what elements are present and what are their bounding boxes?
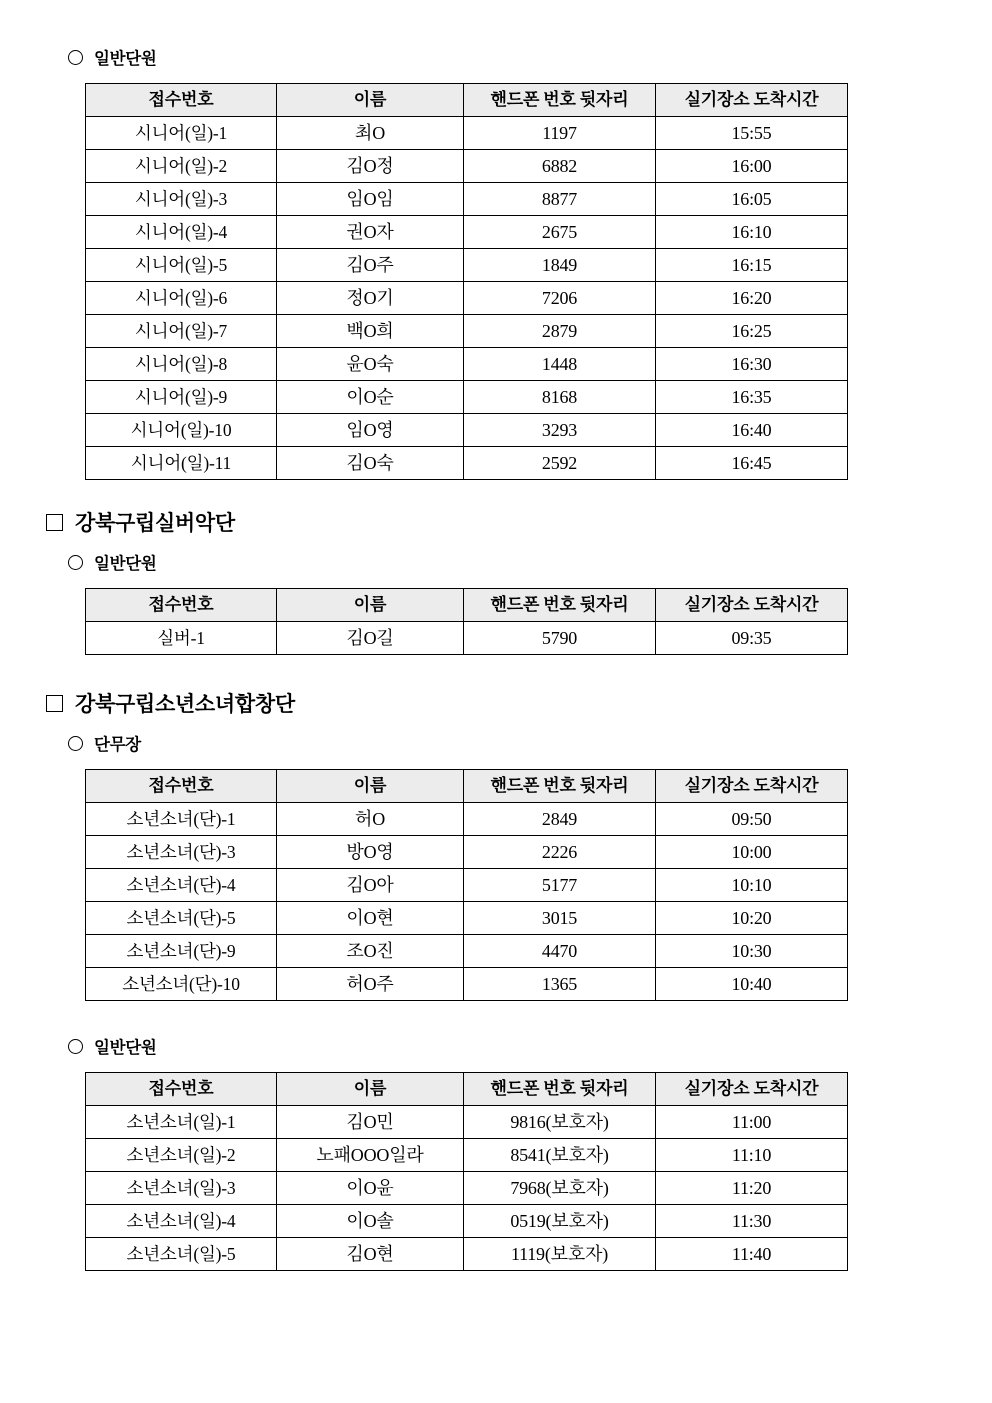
column-header-name: 이름 [277, 770, 464, 803]
cell-arrival-time: 16:30 [656, 348, 848, 381]
table-row [86, 869, 848, 902]
cell-arrival-time: 11:20 [656, 1172, 848, 1205]
table-row [86, 381, 848, 414]
cell-receipt-number: 소년소녀(일)-4 [86, 1205, 277, 1238]
column-header-arrival-time: 실기장소 도착시간 [656, 589, 848, 622]
table-row [86, 447, 848, 480]
cell-phone: 1849 [464, 249, 656, 282]
table-row [86, 836, 848, 869]
table-row [86, 1172, 848, 1205]
subheading-chorus-general [68, 1034, 992, 1058]
cell-phone: 3015 [464, 902, 656, 935]
cell-name: 김O현 [277, 1238, 464, 1271]
square-bullet-icon [46, 695, 63, 712]
column-header-phone-last-digits: 핸드폰 번호 뒷자리 [464, 84, 656, 117]
cell-name: 노패OOO일라 [277, 1139, 464, 1172]
cell-receipt-number: 소년소녀(단)-4 [86, 869, 277, 902]
cell-name: 허O [277, 803, 464, 836]
table-wrapper-chorus-general [85, 1072, 992, 1271]
cell-receipt-number: 소년소녀(일)-3 [86, 1172, 277, 1205]
circle-bullet-icon [68, 50, 83, 65]
cell-name: 김O주 [277, 249, 464, 282]
heading-label: 강북구립소년소녀합창단 [75, 693, 295, 716]
cell-name: 이O윤 [277, 1172, 464, 1205]
cell-phone: 4470 [464, 935, 656, 968]
cell-receipt-number: 시니어(일)-2 [86, 150, 277, 183]
column-header-arrival-time: 실기장소 도착시간 [656, 84, 848, 117]
column-header-receipt-number: 접수번호 [86, 1073, 277, 1106]
table-header-row [86, 770, 848, 803]
subheading-label: 일반단원 [94, 50, 157, 68]
cell-name: 조O진 [277, 935, 464, 968]
cell-receipt-number: 시니어(일)-11 [86, 447, 277, 480]
table-row [86, 117, 848, 150]
cell-receipt-number: 시니어(일)-9 [86, 381, 277, 414]
cell-phone: 8541(보호자) [464, 1139, 656, 1172]
cell-arrival-time: 10:20 [656, 902, 848, 935]
cell-arrival-time: 16:15 [656, 249, 848, 282]
schedule-table-silver-general [85, 588, 848, 655]
cell-receipt-number: 소년소녀(일)-1 [86, 1106, 277, 1139]
subheading-senior-general [68, 45, 992, 69]
cell-receipt-number: 소년소녀(단)-9 [86, 935, 277, 968]
cell-receipt-number: 소년소녀(일)-5 [86, 1238, 277, 1271]
cell-name: 임O영 [277, 414, 464, 447]
cell-phone: 3293 [464, 414, 656, 447]
cell-receipt-number: 시니어(일)-5 [86, 249, 277, 282]
column-header-receipt-number: 접수번호 [86, 84, 277, 117]
table-row [86, 183, 848, 216]
cell-receipt-number: 소년소녀(단)-1 [86, 803, 277, 836]
table-row [86, 249, 848, 282]
table-wrapper-silver-general [85, 588, 992, 655]
cell-arrival-time: 16:40 [656, 414, 848, 447]
cell-name: 김O아 [277, 869, 464, 902]
cell-receipt-number: 실버-1 [86, 622, 277, 655]
table-row [86, 902, 848, 935]
table-row [86, 968, 848, 1001]
cell-phone: 9816(보호자) [464, 1106, 656, 1139]
cell-receipt-number: 시니어(일)-7 [86, 315, 277, 348]
table-header-row [86, 589, 848, 622]
cell-name: 김O정 [277, 150, 464, 183]
cell-name: 이O순 [277, 381, 464, 414]
column-header-phone-last-digits: 핸드폰 번호 뒷자리 [464, 770, 656, 803]
heading-boys-girls-chorus [46, 688, 992, 718]
subheading-label: 단무장 [94, 736, 141, 754]
cell-name: 권O자 [277, 216, 464, 249]
cell-name: 임O임 [277, 183, 464, 216]
table-body [86, 622, 848, 655]
cell-arrival-time: 11:40 [656, 1238, 848, 1271]
cell-name: 김O숙 [277, 447, 464, 480]
cell-receipt-number: 시니어(일)-4 [86, 216, 277, 249]
schedule-table-chorus-manager [85, 769, 848, 1001]
table-header-row [86, 84, 848, 117]
cell-phone: 2592 [464, 447, 656, 480]
cell-arrival-time: 16:25 [656, 315, 848, 348]
table-row [86, 803, 848, 836]
cell-arrival-time: 16:00 [656, 150, 848, 183]
cell-arrival-time: 16:45 [656, 447, 848, 480]
table-row [86, 1106, 848, 1139]
column-header-receipt-number: 접수번호 [86, 589, 277, 622]
circle-bullet-icon [68, 555, 83, 570]
cell-name: 백O희 [277, 315, 464, 348]
cell-phone: 5177 [464, 869, 656, 902]
cell-name: 이O솔 [277, 1205, 464, 1238]
cell-receipt-number: 소년소녀(단)-10 [86, 968, 277, 1001]
cell-arrival-time: 10:40 [656, 968, 848, 1001]
schedule-table-senior-general [85, 83, 848, 480]
cell-phone: 1365 [464, 968, 656, 1001]
cell-receipt-number: 시니어(일)-8 [86, 348, 277, 381]
cell-phone: 2226 [464, 836, 656, 869]
cell-phone: 5790 [464, 622, 656, 655]
cell-name: 윤O숙 [277, 348, 464, 381]
subheading-label: 일반단원 [94, 1039, 157, 1057]
table-body [86, 1106, 848, 1271]
table-row [86, 414, 848, 447]
column-header-arrival-time: 실기장소 도착시간 [656, 770, 848, 803]
table-row [86, 315, 848, 348]
cell-phone: 7968(보호자) [464, 1172, 656, 1205]
column-header-phone-last-digits: 핸드폰 번호 뒷자리 [464, 1073, 656, 1106]
column-header-receipt-number: 접수번호 [86, 770, 277, 803]
cell-arrival-time: 11:00 [656, 1106, 848, 1139]
table-row [86, 1238, 848, 1271]
cell-receipt-number: 소년소녀(단)-5 [86, 902, 277, 935]
cell-name: 최O [277, 117, 464, 150]
table-row [86, 150, 848, 183]
cell-receipt-number: 시니어(일)-3 [86, 183, 277, 216]
table-row [86, 348, 848, 381]
table-row [86, 935, 848, 968]
schedule-table-chorus-general [85, 1072, 848, 1271]
cell-phone: 2675 [464, 216, 656, 249]
cell-receipt-number: 소년소녀(일)-2 [86, 1139, 277, 1172]
heading-label: 강북구립실버악단 [75, 512, 235, 535]
cell-phone: 2879 [464, 315, 656, 348]
cell-phone: 8168 [464, 381, 656, 414]
cell-receipt-number: 소년소녀(단)-3 [86, 836, 277, 869]
cell-name: 방O영 [277, 836, 464, 869]
cell-name: 김O길 [277, 622, 464, 655]
cell-receipt-number: 시니어(일)-1 [86, 117, 277, 150]
heading-silver-orchestra [46, 507, 992, 537]
table-body [86, 803, 848, 1001]
square-bullet-icon [46, 514, 63, 531]
subheading-label: 일반단원 [94, 555, 157, 573]
table-wrapper-senior-general [85, 83, 992, 480]
cell-arrival-time: 16:20 [656, 282, 848, 315]
circle-bullet-icon [68, 736, 83, 751]
subheading-chorus-manager [68, 731, 992, 755]
cell-name: 김O민 [277, 1106, 464, 1139]
cell-name: 정O기 [277, 282, 464, 315]
cell-arrival-time: 16:10 [656, 216, 848, 249]
cell-phone: 0519(보호자) [464, 1205, 656, 1238]
cell-receipt-number: 시니어(일)-10 [86, 414, 277, 447]
cell-phone: 1119(보호자) [464, 1238, 656, 1271]
table-header-row [86, 1073, 848, 1106]
cell-phone: 2849 [464, 803, 656, 836]
cell-arrival-time: 10:10 [656, 869, 848, 902]
table-body [86, 117, 848, 480]
cell-arrival-time: 16:35 [656, 381, 848, 414]
cell-phone: 1448 [464, 348, 656, 381]
column-header-arrival-time: 실기장소 도착시간 [656, 1073, 848, 1106]
column-header-name: 이름 [277, 84, 464, 117]
cell-phone: 7206 [464, 282, 656, 315]
table-wrapper-chorus-manager [85, 769, 992, 1001]
cell-receipt-number: 시니어(일)-6 [86, 282, 277, 315]
table-row [86, 622, 848, 655]
cell-arrival-time: 09:50 [656, 803, 848, 836]
table-row [86, 282, 848, 315]
cell-arrival-time: 16:05 [656, 183, 848, 216]
column-header-phone-last-digits: 핸드폰 번호 뒷자리 [464, 589, 656, 622]
table-row [86, 1205, 848, 1238]
table-row [86, 1139, 848, 1172]
cell-arrival-time: 10:30 [656, 935, 848, 968]
cell-arrival-time: 09:35 [656, 622, 848, 655]
table-row [86, 216, 848, 249]
cell-name: 허O주 [277, 968, 464, 1001]
cell-phone: 6882 [464, 150, 656, 183]
cell-arrival-time: 11:30 [656, 1205, 848, 1238]
circle-bullet-icon [68, 1039, 83, 1054]
column-header-name: 이름 [277, 589, 464, 622]
subheading-silver-general [68, 550, 992, 574]
cell-name: 이O현 [277, 902, 464, 935]
column-header-name: 이름 [277, 1073, 464, 1106]
cell-arrival-time: 11:10 [656, 1139, 848, 1172]
cell-arrival-time: 15:55 [656, 117, 848, 150]
cell-arrival-time: 10:00 [656, 836, 848, 869]
cell-phone: 8877 [464, 183, 656, 216]
cell-phone: 1197 [464, 117, 656, 150]
